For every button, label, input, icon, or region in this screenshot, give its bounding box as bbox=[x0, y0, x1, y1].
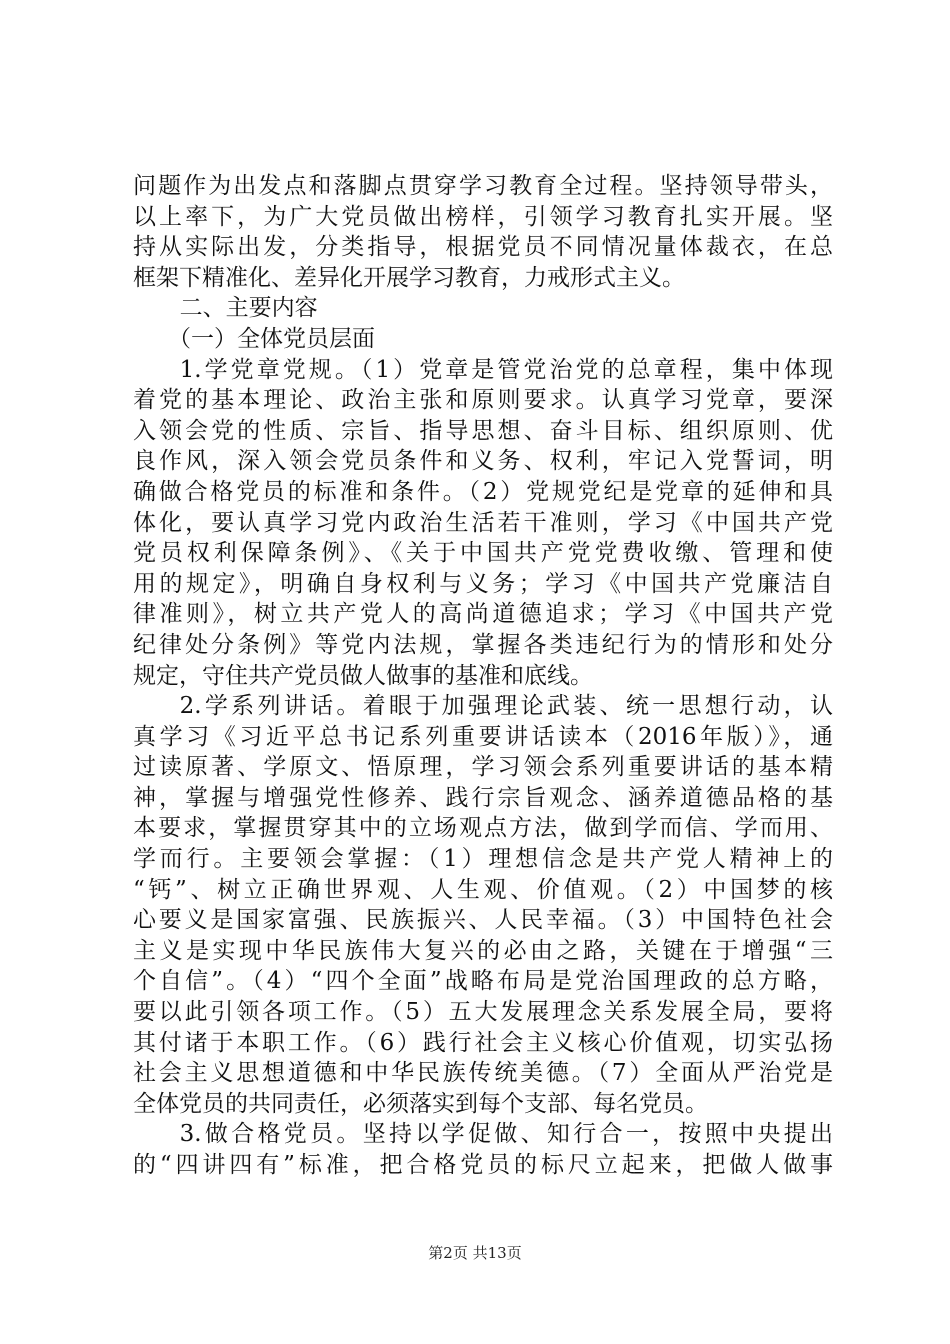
text-line: 纪律处分条例》等党内法规，掌握各类违纪行为的情形和处分 bbox=[133, 631, 833, 658]
text-line: 确做合格党员的标准和条件。（2）党规党纪是党章的延伸和具 bbox=[133, 478, 833, 505]
text-line: 真学习《习近平总书记系列重要讲话读本（2016年版）》，通 bbox=[133, 723, 833, 750]
text-line: 学而行。主要领会掌握：（1）理想信念是共产党人精神上的 bbox=[133, 846, 833, 873]
text-line: 过读原著、学原文、悟原理，学习领会系列重要讲话的基本精 bbox=[133, 754, 833, 781]
text-line: 神，掌握与增强党性修养、践行宗旨观念、涵养道德品格的基 bbox=[133, 784, 833, 811]
text-line: 框架下精准化、差异化开展学习教育，力戒形式主义。 bbox=[133, 264, 685, 291]
text-line: 社会主义思想道德和中华民族传统美德。（7）全面从严治党是 bbox=[133, 1060, 833, 1087]
text-line: 入领会党的性质、宗旨、指导思想、奋斗目标、组织原则、优 bbox=[133, 417, 833, 444]
text-line: 以上率下，为广大党员做出榜样，引领学习教育扎实开展。坚 bbox=[133, 203, 833, 230]
text-line: 律准则》，树立共产党人的高尚道德追求；学习《中国共产党 bbox=[133, 601, 833, 628]
text-line: 1.学党章党规。（1）党章是管党治党的总章程，集中体现 bbox=[179, 356, 833, 383]
text-line: 其付诸于本职工作。（6）践行社会主义核心价值观，切实弘扬 bbox=[133, 1029, 833, 1056]
text-line: 心要义是国家富强、民族振兴、人民幸福。（3）中国特色社会 bbox=[133, 907, 833, 934]
text-line: 的“四讲四有”标准，把合格党员的标尺立起来，把做人做事 bbox=[133, 1152, 833, 1178]
text-line: 着党的基本理论、政治主张和原则要求。认真学习党章，要深 bbox=[133, 387, 833, 414]
text-line: 二、主要内容 bbox=[179, 295, 318, 322]
text-line: 全体党员的共同责任，必须落实到每个支部、每名党员。 bbox=[133, 1090, 708, 1117]
text-line: “钙”、树立正确世界观、人生观、价值观。（2）中国梦的核 bbox=[133, 876, 833, 903]
text-line: 3.做合格党员。坚持以学促做、知行合一，按照中央提出 bbox=[179, 1121, 833, 1148]
text-line: 2.学系列讲话。着眼于加强理论武装、统一思想行动，认 bbox=[179, 693, 833, 720]
text-line: 持从实际出发，分类指导，根据党员不同情况量体裁衣，在总 bbox=[133, 234, 833, 261]
page-footer: 第2页 共13页 bbox=[428, 1244, 522, 1262]
text-line: 问题作为出发点和落脚点贯穿学习教育全过程。坚持领导带头， bbox=[133, 173, 833, 199]
text-line: 良作风，深入领会党员条件和义务、权利，牢记入党誓词，明 bbox=[133, 448, 833, 475]
text-line: （一）全体党员层面 bbox=[167, 325, 375, 352]
text-line: 用的规定》，明确自身权利与义务；学习《中国共产党廉洁自 bbox=[133, 570, 833, 597]
document-body bbox=[133, 171, 833, 1181]
text-line: 体化，要认真学习党内政治生活若干准则，学习《中国共产党 bbox=[133, 509, 833, 536]
text-line: 规定，守住共产党员做人做事的基准和底线。 bbox=[133, 662, 593, 689]
text-line: 要以此引领各项工作。（5）五大发展理念关系发展全局，要将 bbox=[133, 999, 833, 1026]
text-line: 主义是实现中华民族伟大复兴的必由之路，关键在于增强“三 bbox=[133, 937, 833, 964]
text-line: 个自信”。（4）“四个全面”战略布局是党治国理政的总方略， bbox=[133, 968, 833, 995]
text-line: 党员权利保障条例》、《关于中国共产党党费收缴、管理和使 bbox=[133, 540, 833, 567]
text-line: 本要求，掌握贯穿其中的立场观点方法，做到学而信、学而用、 bbox=[133, 815, 833, 842]
